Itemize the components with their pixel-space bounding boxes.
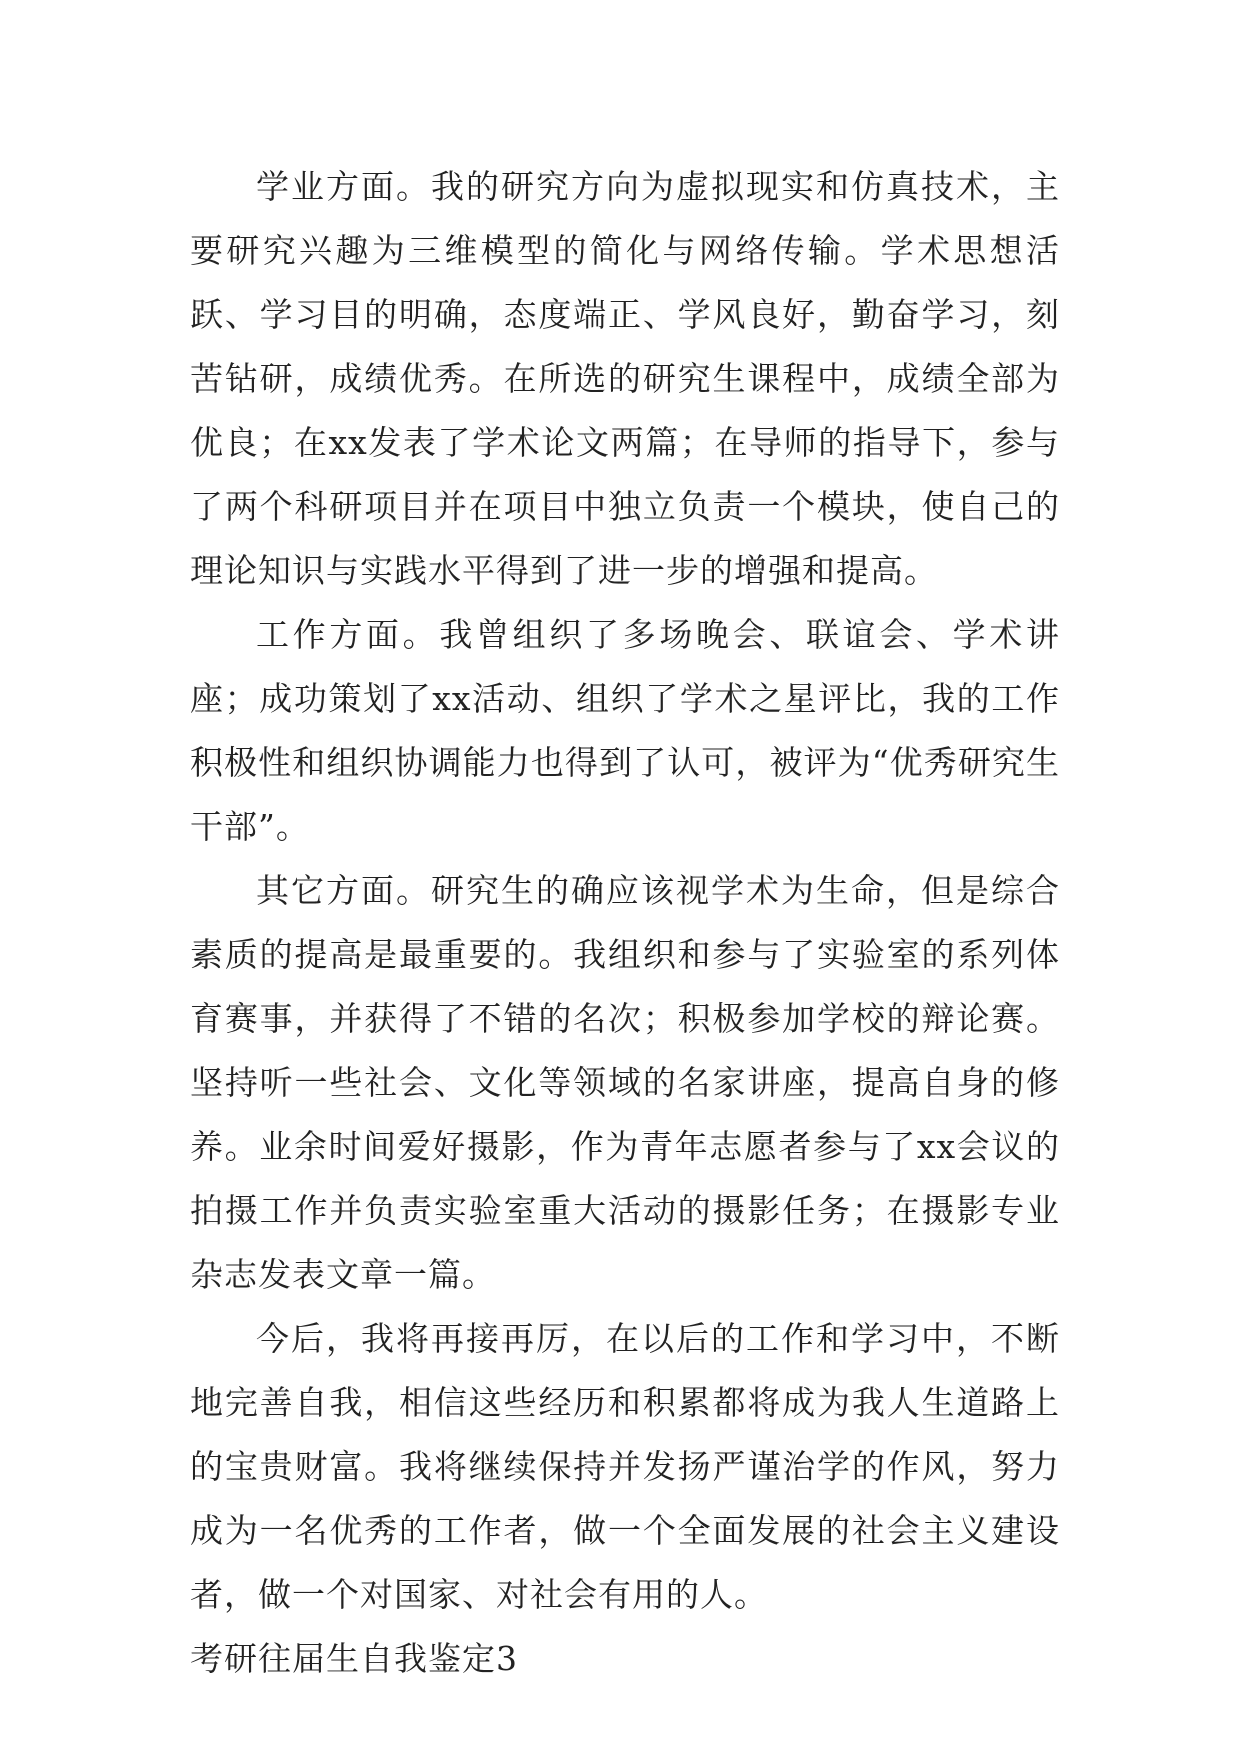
- paragraph-work: 工作方面。我曾组织了多场晚会、联谊会、学术讲座；成功策划了xx活动、组织了学术之星评比，我的工作积极性和组织协调能力也得到了认可，被评为“优秀研究生干部”。: [190, 615, 1060, 846]
- paragraph-academic: 学业方面。我的研究方向为虚拟现实和仿真技术，主要研究兴趣为三维模型的简化与网络传输。学术思想活跃、学习目的明确，态度端正、学风良好，勤奋学习，刻苦钻研，成绩优秀。在所选的研究生课程中，成绩全部为优良；在xx发表了学术论文两篇；在导师的指导下，参与了两个科研项目并在项目中独立负责一个模块，使自己的理论知识与实践水平得到了进一步的增强和提高。: [190, 167, 1060, 590]
- section-heading: 考研往届生自我鉴定3: [190, 1639, 518, 1678]
- document-body: [190, 155, 1060, 1691]
- paragraph-future: 今后，我将再接再厉，在以后的工作和学习中，不断地完善自我，相信这些经历和积累都将成为我人生道路上的宝贵财富。我将继续保持并发扬严谨治学的作风，努力成为一名优秀的工作者，做一个全面发展的社会主义建设者，做一个对国家、对社会有用的人。: [190, 1319, 1060, 1614]
- paragraph-other: 其它方面。研究生的确应该视学术为生命，但是综合素质的提高是最重要的。我组织和参与了实验室的系列体育赛事，并获得了不错的名次；积极参加学校的辩论赛。坚持听一些社会、文化等领域的名家讲座，提高自身的修养。业余时间爱好摄影，作为青年志愿者参与了xx会议的拍摄工作并负责实验室重大活动的摄影任务；在摄影专业杂志发表文章一篇。: [190, 871, 1060, 1294]
